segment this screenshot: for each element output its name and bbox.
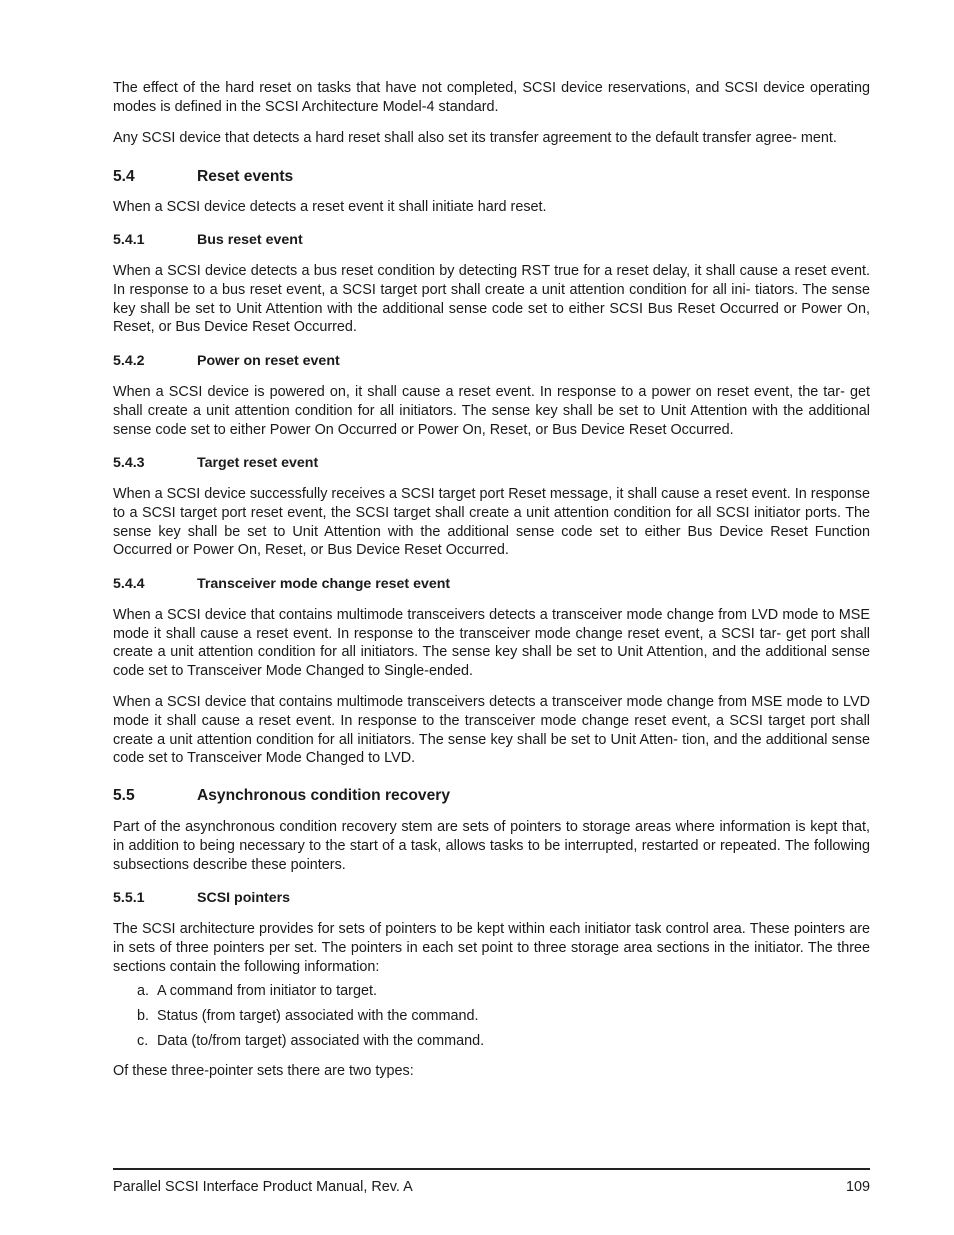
section-5-5-body: Part of the asynchronous condition recovery stem are sets of pointers to storage areas where information is kept that, in addition to being necessary to the start of a task, allows tasks to be interrupted, restarted or repeated. The following subsections describe these pointers.	[113, 819, 870, 873]
section-heading-5-5-1	[113, 889, 870, 908]
section-title: Bus reset event	[197, 232, 303, 249]
section-heading-5-4-1	[113, 231, 870, 250]
page-footer	[113, 1168, 870, 1196]
section-5-5-1-body: The SCSI architecture provides for sets of pointers to be kept within each initiator task control area. These pointers are in sets of three pointers per set. The pointers in each set point to three storage area sections in the initiator. The three sections contain the following information:	[113, 921, 870, 975]
section-title: SCSI pointers	[197, 890, 291, 907]
list-marker: c.	[137, 1033, 149, 1050]
section-5-4-2-body: When a SCSI device is powered on, it shall cause a reset event. In response to a power on reset event, the tar- get shall create a unit attention condition for all initiators. The sense key shall be set to Unit Attention with the additional sense code set to either Power On Occurred or Power On, Reset, or Bus Device Reset Occurred.	[113, 384, 870, 438]
section-5-4-4-body-2: When a SCSI device that contains multimode transceivers detects a transceiver mode change from MSE mode to LVD mode it shall cause a reset event. In response to the transceiver mode change reset event, a SCSI target port shall create a unit attention condition for all initiators. The sense key shall be set to Unit Atten- tion, and the additional sense code set to Transceiver Mode Changed to LVD.	[113, 694, 870, 767]
section-heading-5-5	[113, 786, 870, 806]
list-item-text: Status (from target) associated with the command.	[157, 1008, 479, 1025]
section-5-4-4-body-1: When a SCSI device that contains multimode transceivers detects a transceiver mode change from LVD mode to MSE mode it shall cause a reset event. In response to the transceiver mode change reset event, a SCSI tar- get port shall create a unit attention condition for all initiators. The sense key shall be set to Unit Attention, and the additional sense code set to Transceiver Mode Changed to Single-ended.	[113, 607, 870, 680]
footer-page-number: 109	[845, 1179, 870, 1195]
section-title: Transceiver mode change reset event	[197, 576, 451, 593]
section-number: 5.4.4	[113, 576, 145, 593]
section-heading-5-4-2	[113, 352, 870, 371]
intro-paragraph-1: The effect of the hard reset on tasks that have not completed, SCSI device reservations, and SCSI device operating modes is defined in the SCSI Architecture Model-4 standard.	[113, 80, 870, 115]
list-marker: b.	[137, 1008, 150, 1025]
section-title: Power on reset event	[197, 353, 340, 370]
section-number: 5.5.1	[113, 890, 145, 907]
footer-document-title: Parallel SCSI Interface Product Manual, Rev. A	[113, 1179, 413, 1195]
section-title: Target reset event	[197, 455, 319, 472]
pointer-contents-list	[113, 982, 870, 1051]
section-5-4-1-body: When a SCSI device detects a bus reset condition by detecting RST true for a reset delay, it shall cause a reset event. In response to a bus reset event, a SCSI target port shall create a unit attention condition for all ini- tiators. The sense key shall be set to Unit Attention with the additional sense code set to either SCSI Bus Reset Occurred or Power On, Reset, or Bus Device Reset Occurred.	[113, 263, 870, 336]
section-heading-5-4-4	[113, 575, 870, 594]
section-heading-5-4	[113, 167, 870, 187]
list-item	[113, 1032, 870, 1051]
section-5-5-1-after-list: Of these three-pointer sets there are two types:	[113, 1063, 414, 1080]
list-item-text: Data (to/from target) associated with the command.	[157, 1033, 485, 1050]
list-marker: a.	[137, 983, 150, 1000]
list-item-text: A command from initiator to target.	[157, 983, 377, 1000]
section-number: 5.4.2	[113, 353, 145, 370]
section-title: Asynchronous condition recovery	[197, 787, 451, 805]
page-content	[113, 79, 870, 1081]
section-number: 5.4	[113, 167, 135, 185]
section-5-4-body: When a SCSI device detects a reset event it shall initiate hard reset.	[113, 198, 547, 215]
list-item	[113, 1007, 870, 1026]
intro-paragraph-2: Any SCSI device that detects a hard reset shall also set its transfer agreement to the default transfer agree- ment.	[113, 129, 837, 146]
section-number: 5.4.1	[113, 232, 145, 249]
list-item	[113, 982, 870, 1001]
section-5-4-3-body: When a SCSI device successfully receives a SCSI target port Reset message, it shall cause a reset event. In response to a SCSI target port reset event, the SCSI target shall create a unit attention condition for all SCSI initiator ports. The sense key shall be set to Unit Attention with the additional sense code set to either Bus Device Reset Function Occurred or Power On, Reset, or Bus Device Reset Occurred.	[113, 486, 870, 559]
section-heading-5-4-3	[113, 454, 870, 473]
section-number: 5.5	[113, 787, 135, 805]
section-number: 5.4.3	[113, 455, 145, 472]
section-title: Reset events	[197, 167, 294, 185]
